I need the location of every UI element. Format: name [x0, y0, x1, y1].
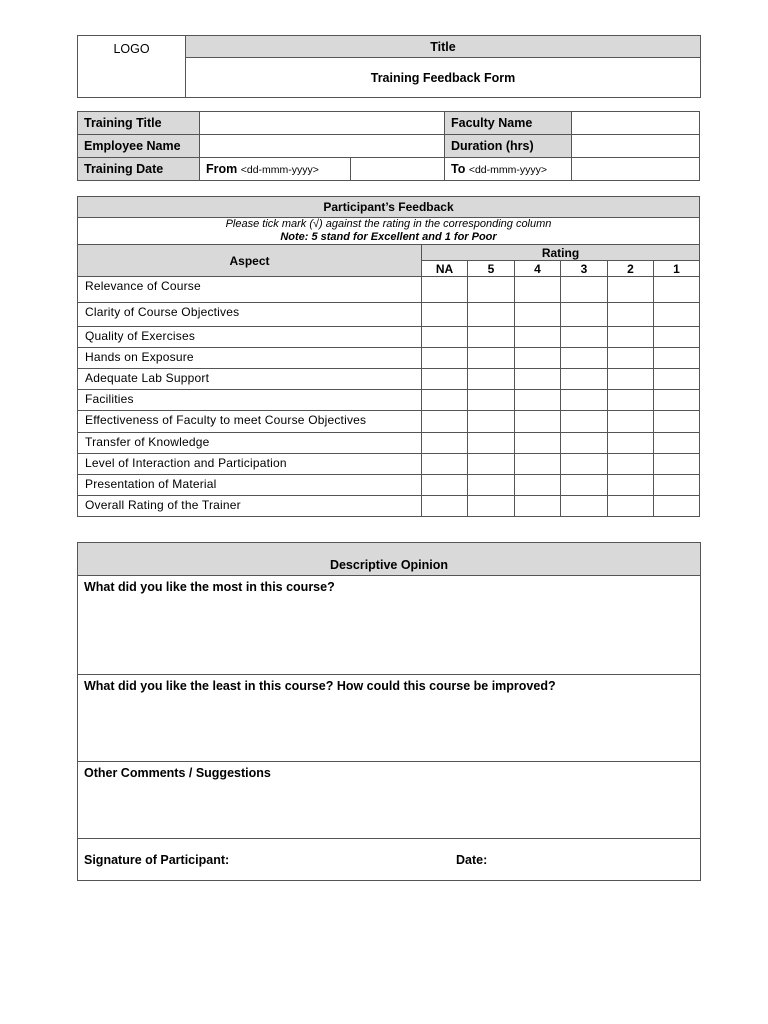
aspect-row [78, 496, 700, 517]
rating-cell[interactable] [515, 433, 561, 454]
q3-label: Other Comments / Suggestions [84, 766, 271, 780]
employee-name-field[interactable] [200, 135, 445, 158]
rating-cell[interactable] [422, 475, 468, 496]
faculty-name-field[interactable] [572, 112, 700, 135]
form-header [77, 35, 701, 98]
rating-column-header: 3 [561, 261, 608, 277]
rating-cell[interactable] [468, 475, 515, 496]
q3-box[interactable] [78, 762, 701, 839]
rating-cell[interactable] [654, 369, 700, 390]
q2-box[interactable] [78, 675, 701, 762]
rating-cell[interactable] [561, 454, 608, 475]
aspect-row [78, 411, 700, 433]
rating-column-header: 2 [608, 261, 654, 277]
to-placeholder: <dd-mmm-yyyy> [468, 164, 548, 176]
rating-cell[interactable] [654, 303, 700, 327]
aspect-row [78, 433, 700, 454]
rating-cell[interactable] [608, 411, 654, 433]
rating-cell[interactable] [422, 277, 468, 303]
aspect-label: Overall Rating of the Trainer [78, 496, 422, 517]
rating-cell[interactable] [608, 454, 654, 475]
from-date-field[interactable] [200, 158, 351, 181]
rating-cell[interactable] [654, 277, 700, 303]
from-date-extra[interactable] [351, 158, 445, 181]
aspect-row [78, 369, 700, 390]
aspect-row [78, 327, 700, 348]
rating-cell[interactable] [422, 303, 468, 327]
rating-cell[interactable] [561, 411, 608, 433]
rating-cell[interactable] [422, 433, 468, 454]
rating-cell[interactable] [468, 411, 515, 433]
feedback-instruction: Please tick mark (√) against the rating in the corresponding column [225, 218, 552, 230]
rating-cell[interactable] [608, 277, 654, 303]
rating-cell[interactable] [422, 327, 468, 348]
rating-column-header: 1 [654, 261, 700, 277]
logo-placeholder: LOGO [78, 36, 186, 98]
aspect-row [78, 348, 700, 369]
rating-cell[interactable] [608, 348, 654, 369]
to-date-extra[interactable] [572, 158, 700, 181]
q1-box[interactable] [78, 576, 701, 675]
rating-cell[interactable] [468, 369, 515, 390]
rating-cell[interactable] [468, 303, 515, 327]
to-label: To [451, 162, 466, 176]
aspect-label: Transfer of Knowledge [78, 433, 422, 454]
aspect-label: Clarity of Course Objectives [78, 303, 422, 327]
duration-label: Duration (hrs) [445, 135, 572, 158]
aspect-row [78, 454, 700, 475]
rating-cell[interactable] [654, 496, 700, 517]
date-label: Date: [456, 852, 488, 867]
rating-cell[interactable] [608, 369, 654, 390]
rating-cell[interactable] [561, 369, 608, 390]
rating-cell[interactable] [561, 327, 608, 348]
rating-cell[interactable] [468, 390, 515, 411]
rating-cell[interactable] [515, 390, 561, 411]
feedback-note: Note: 5 stand for Excellent and 1 for Poor [280, 231, 497, 243]
rating-cell[interactable] [515, 277, 561, 303]
rating-cell[interactable] [561, 433, 608, 454]
aspect-label: Relevance of Course [78, 277, 422, 303]
rating-cell[interactable] [561, 277, 608, 303]
rating-cell[interactable] [561, 496, 608, 517]
rating-cell[interactable] [422, 411, 468, 433]
aspect-label: Hands on Exposure [78, 348, 422, 369]
rating-cell[interactable] [608, 475, 654, 496]
rating-column-header: 4 [515, 261, 561, 277]
descriptive-opinion-table [77, 542, 701, 881]
rating-cell[interactable] [468, 348, 515, 369]
rating-cell[interactable] [515, 327, 561, 348]
rating-cell[interactable] [654, 327, 700, 348]
rating-cell[interactable] [608, 433, 654, 454]
signature-label: Signature of Participant: [84, 852, 230, 867]
aspect-row [78, 475, 700, 496]
to-date-field[interactable] [445, 158, 572, 181]
training-date-label: Training Date [78, 158, 200, 181]
form-title: Training Feedback Form [186, 58, 701, 98]
rating-cell[interactable] [608, 327, 654, 348]
rating-cell[interactable] [561, 475, 608, 496]
rating-cell[interactable] [422, 454, 468, 475]
rating-cell[interactable] [561, 303, 608, 327]
rating-column-header: NA [422, 261, 468, 277]
training-title-field[interactable] [200, 112, 445, 135]
training-info-table [77, 111, 700, 181]
aspect-header: Aspect [78, 245, 422, 277]
rating-cell[interactable] [608, 496, 654, 517]
aspect-label: Level of Interaction and Participation [78, 454, 422, 475]
rating-cell[interactable] [654, 411, 700, 433]
rating-cell[interactable] [422, 369, 468, 390]
rating-cell[interactable] [468, 277, 515, 303]
signature-row [78, 839, 701, 881]
rating-cell[interactable] [422, 496, 468, 517]
feedback-heading: Participant’s Feedback [78, 197, 700, 218]
rating-cell[interactable] [654, 475, 700, 496]
rating-cell[interactable] [515, 369, 561, 390]
rating-cell[interactable] [654, 348, 700, 369]
feedback-table [77, 196, 700, 517]
rating-cell[interactable] [515, 475, 561, 496]
rating-cell[interactable] [422, 390, 468, 411]
employee-name-label: Employee Name [78, 135, 200, 158]
training-title-label: Training Title [78, 112, 200, 135]
q2-label: What did you like the least in this course? How could this course be improved? [84, 679, 556, 693]
rating-column-header: 5 [468, 261, 515, 277]
aspect-label: Presentation of Material [78, 475, 422, 496]
aspect-label: Adequate Lab Support [78, 369, 422, 390]
q1-label: What did you like the most in this course? [84, 580, 335, 594]
rating-cell[interactable] [608, 303, 654, 327]
rating-cell[interactable] [468, 327, 515, 348]
rating-cell[interactable] [468, 433, 515, 454]
rating-cell[interactable] [561, 390, 608, 411]
aspect-row [78, 277, 700, 303]
rating-cell[interactable] [515, 454, 561, 475]
rating-cell[interactable] [608, 390, 654, 411]
rating-cell[interactable] [422, 348, 468, 369]
rating-cell[interactable] [515, 496, 561, 517]
aspect-row [78, 303, 700, 327]
from-label: From [206, 162, 238, 176]
rating-cell[interactable] [561, 348, 608, 369]
title-label: Title [186, 36, 701, 58]
rating-header: Rating [422, 245, 700, 261]
aspect-label: Facilities [78, 390, 422, 411]
descriptive-heading: Descriptive Opinion [78, 543, 701, 576]
rating-cell[interactable] [515, 411, 561, 433]
aspect-row [78, 390, 700, 411]
rating-cell[interactable] [468, 496, 515, 517]
rating-cell[interactable] [515, 348, 561, 369]
rating-cell[interactable] [654, 433, 700, 454]
aspect-label: Quality of Exercises [78, 327, 422, 348]
aspect-label: Effectiveness of Faculty to meet Course Objectives [78, 411, 422, 433]
rating-cell[interactable] [515, 303, 561, 327]
duration-field[interactable] [572, 135, 700, 158]
rating-cell[interactable] [654, 390, 700, 411]
rating-cell[interactable] [654, 454, 700, 475]
from-placeholder: <dd-mmm-yyyy> [240, 164, 319, 176]
rating-cell[interactable] [468, 454, 515, 475]
faculty-name-label: Faculty Name [445, 112, 572, 135]
